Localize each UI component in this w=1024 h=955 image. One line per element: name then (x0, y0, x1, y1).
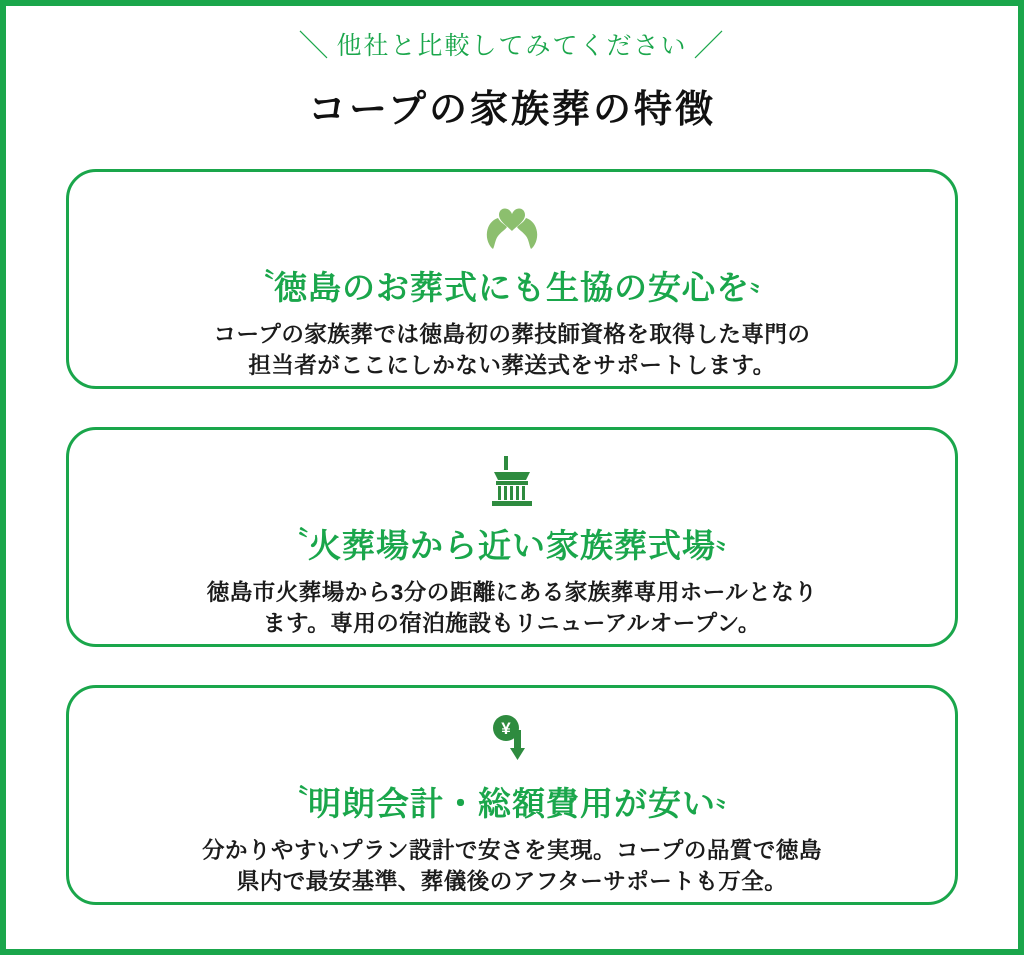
feature-card-body-line: コープの家族葬では徳島初の葬技師資格を取得した専門の (213, 322, 811, 347)
feature-card (66, 169, 958, 389)
feature-card-body-line: ます。専用の宿泊施設もリニューアルオープン。 (263, 611, 761, 637)
slash-right-decoration: ／ (693, 30, 726, 63)
feature-card-title-text: 明朗会計・総額費用が安い (308, 785, 716, 822)
eyebrow-text: 他社と比較してみてください (336, 32, 688, 60)
feature-card-title-text: 火葬場から近い家族葬式場 (308, 527, 716, 564)
quote-open: 〝 (284, 785, 308, 812)
feature-card-list (66, 169, 958, 905)
hands-heart-icon (476, 194, 548, 252)
feature-card-body (202, 835, 822, 897)
quote-close: 〟 (716, 785, 740, 812)
funeral-hall-building-icon (476, 452, 548, 510)
quote-close: 〟 (716, 527, 740, 554)
content-container (6, 6, 1018, 949)
feature-card-body-line: 徳島市火葬場から3分の距離にある家族葬専用ホールとなり (206, 580, 818, 605)
feature-card-body-line: 分かりやすいプラン設計で安さを実現。コープの品質で徳島 (202, 838, 822, 863)
slash-left-decoration: ＼ (298, 30, 331, 63)
feature-card (66, 685, 958, 905)
quote-open: 〝 (250, 269, 274, 296)
feature-card-body (207, 577, 818, 639)
feature-card-body-line: 担当者がここにしかない葬送式をサポートします。 (248, 353, 776, 379)
eyebrow-banner (66, 24, 958, 64)
quote-open: 〝 (284, 527, 308, 554)
feature-card-title (250, 262, 774, 309)
feature-card-body-line: 県内で最安基準、葬儀後のアフターサポートも万全。 (236, 869, 788, 895)
feature-card (66, 427, 958, 647)
quote-close: 〟 (750, 269, 774, 296)
feature-card-title (284, 778, 740, 825)
feature-card-body (214, 319, 811, 381)
feature-card-title-text: 徳島のお葬式にも生協の安心を (274, 269, 750, 306)
feature-card-title (284, 520, 740, 567)
yen-down-arrow-icon (476, 710, 548, 768)
svg-text:¥: ¥ (501, 719, 511, 738)
page-title: コープの家族葬の特徴 (307, 89, 717, 131)
